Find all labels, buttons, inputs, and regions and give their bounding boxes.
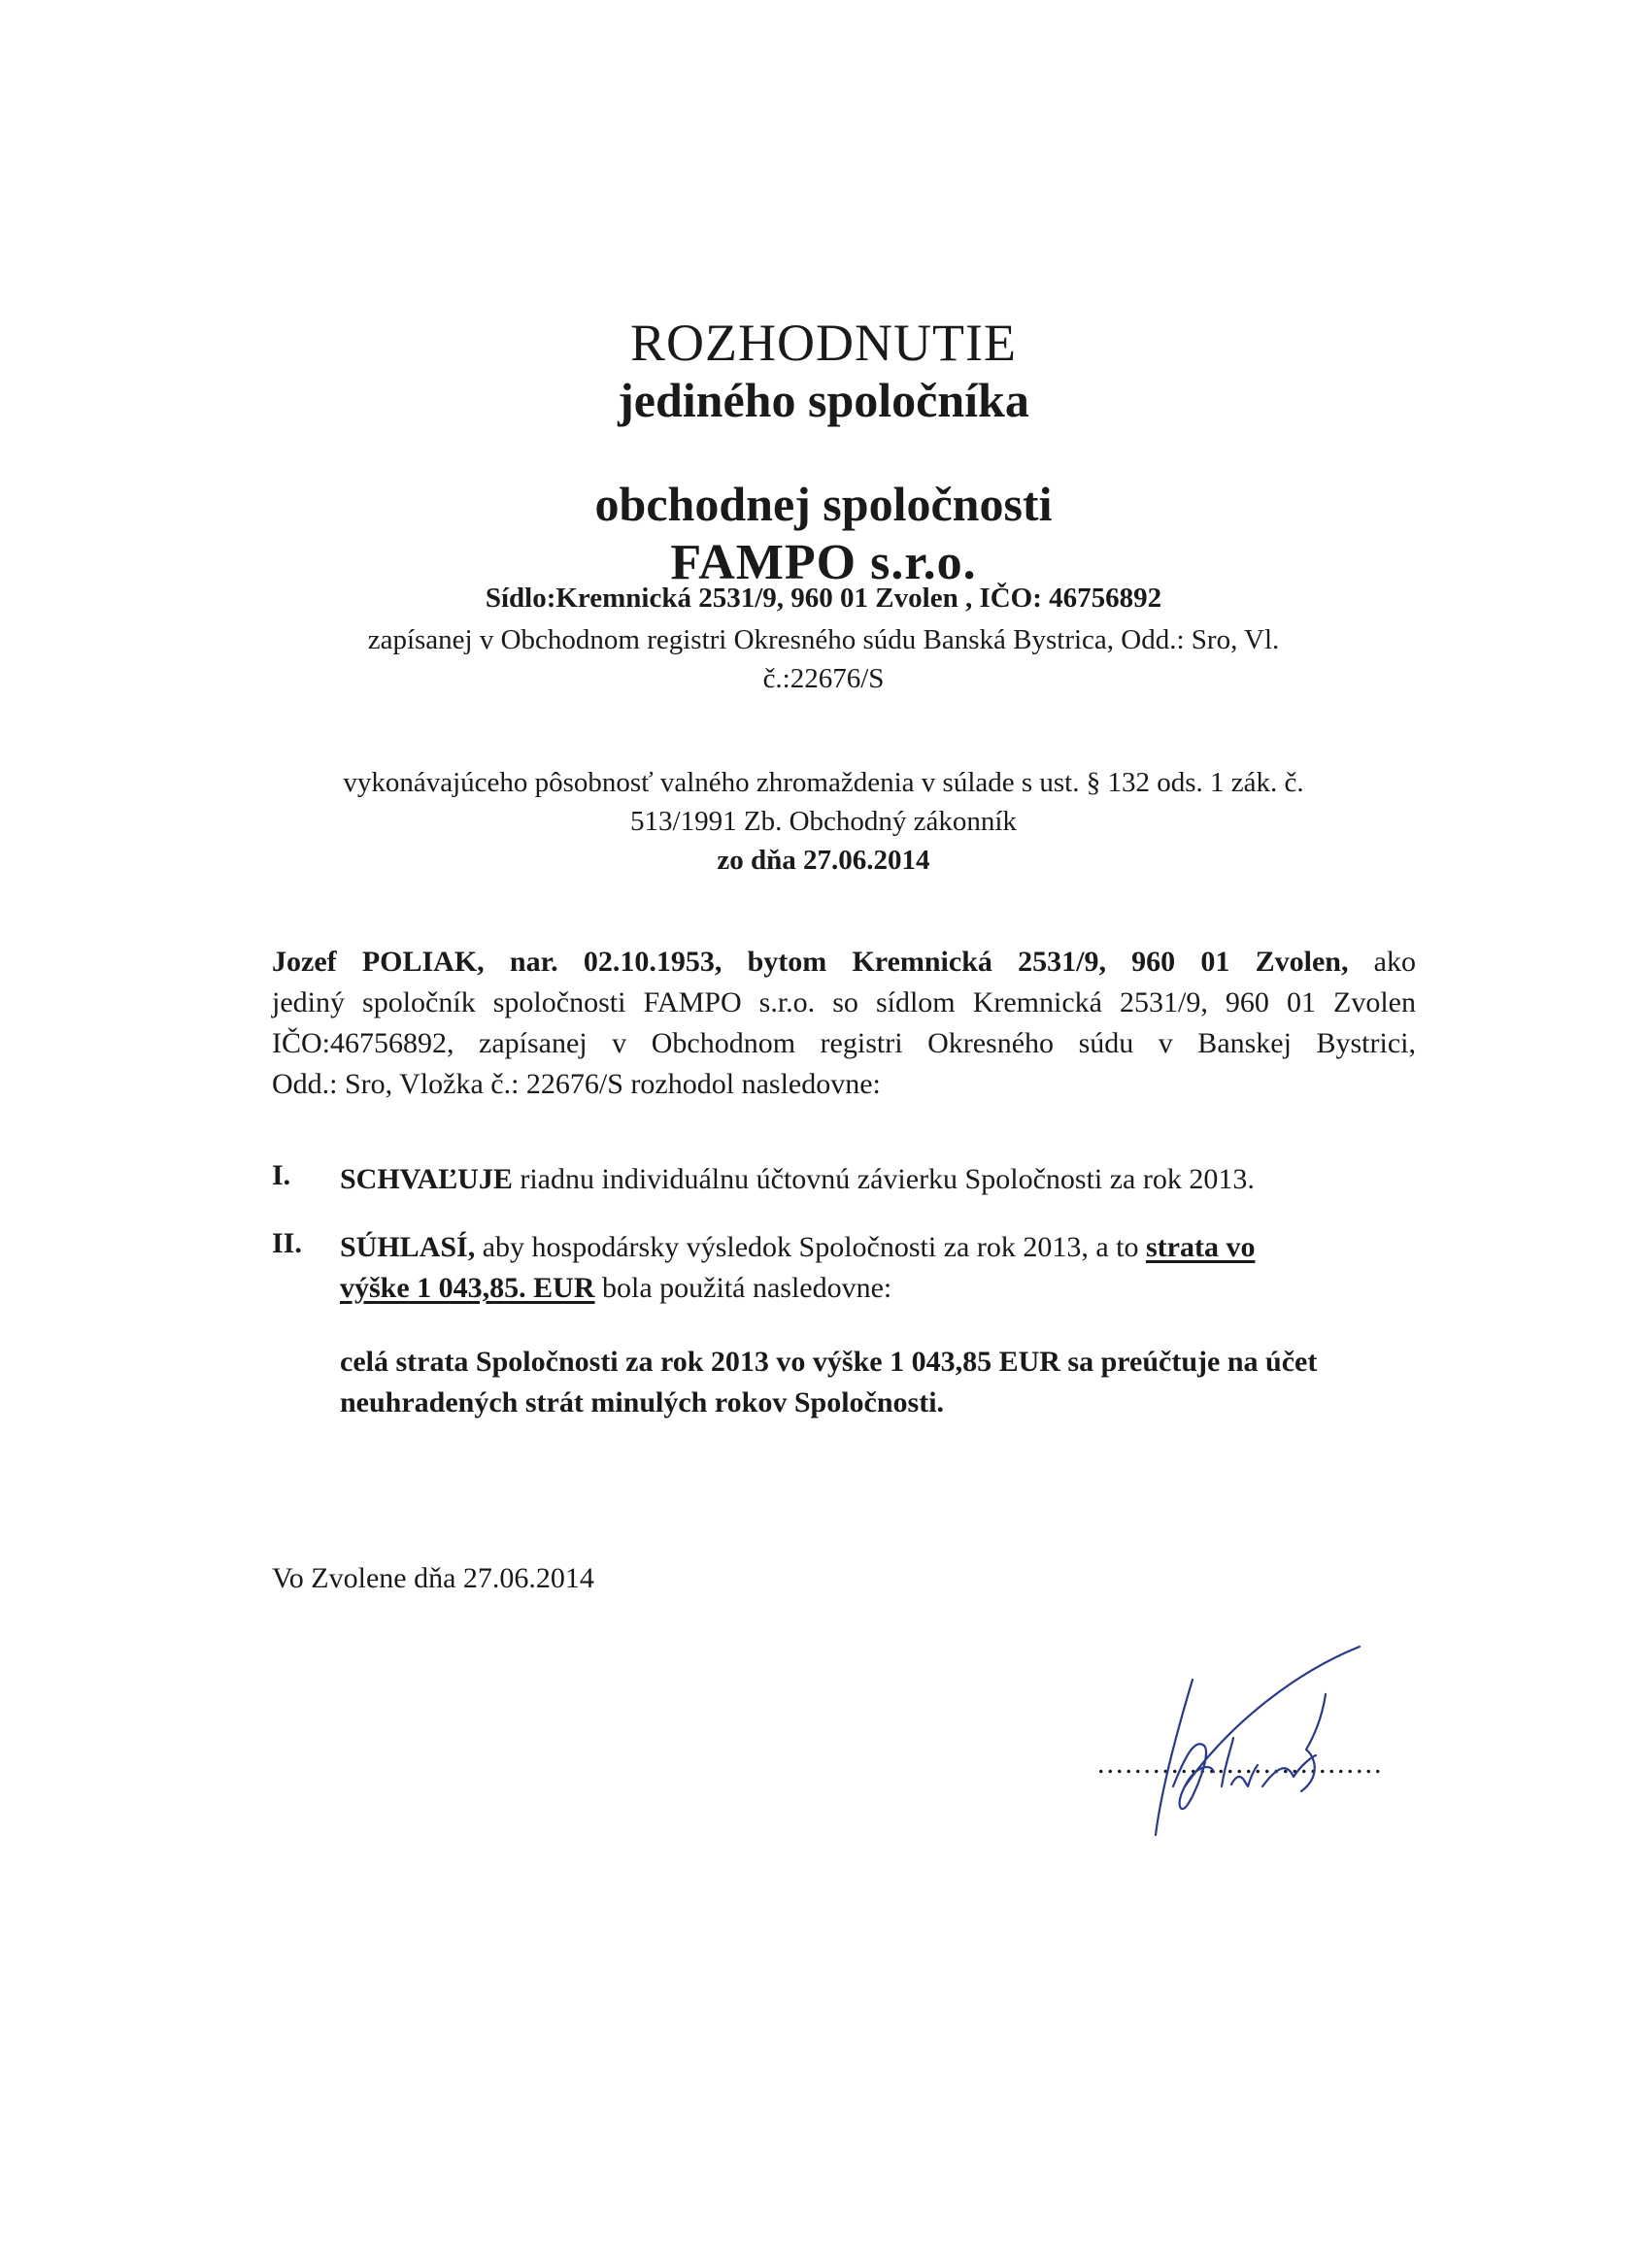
intro-line-1 [272,942,1416,983]
signature-line: ............................... [1097,1748,1384,1780]
decision-1-number: I. [272,1159,291,1191]
signature-stroke-1 [1185,1647,1360,1786]
signature-stroke-5 [1262,1755,1316,1786]
place-and-date: Vo Zvolene dňa 27.06.2014 [272,1562,594,1594]
intro-paragraph [272,942,1416,1105]
decision-2-body-2: bola použitá nasledovne: [594,1272,892,1304]
decision-2-verb: SÚHLASÍ, [340,1231,476,1263]
signature-stroke-6 [1301,1694,1326,1791]
intro-line-3: IČO:46756892, zapísanej v Obchodnom registri Okresného súdu v Banskej Bystrici, [272,1027,1416,1059]
loss-amount-part-1: strata vo [1145,1231,1256,1263]
decision-1-body: riadnu individuálnu účtovnú závierku Spoločnosti za rok 2013. [512,1163,1255,1195]
loss-amount-part-2: výške 1 043,85. EUR [340,1272,595,1304]
decision-2-detail-2: neuhradených strát minulých rokov Spoločnosti. [340,1386,945,1418]
signature-graphic [1117,1641,1389,1845]
register-line-1: zapísanej v Obchodnom registri Okresného súdu Banská Bystrica, Odd.: Sro, Vl. [367,624,1280,655]
decision-date: zo dňa 27.06.2014 [717,845,930,876]
company-intro: obchodnej spoločnosti [594,477,1053,531]
company-seat: Sídlo:Kremnická 2531/9, 960 01 Zvolen , IČO: 46756892 [485,583,1162,614]
register-line-2: č.:22676/S [762,663,885,694]
decision-2-detail-1: celá strata Spoločnosti za rok 2013 vo výške 1 043,85 EUR sa preúčtuje na účet [340,1346,1318,1378]
decision-2-number: II. [272,1227,302,1259]
authority-line-2: 513/1991 Zb. Obchodný zákonník [630,806,1017,837]
shareholder-identity: Jozef POLIAK, nar. 02.10.1953, bytom Kremnická 2531/9, 960 01 Zvolen, [272,946,1349,978]
document-title: ROZHODNUTIE [630,314,1017,372]
intro-line-2: jediný spoločník spoločnosti FAMPO s.r.o. so sídlom Kremnická 2531/9, 960 01 Zvolen [272,986,1416,1018]
document-subtitle: jediného spoločníka [618,373,1029,427]
company-name: FAMPO s.r.o. [670,535,977,590]
decision-2-line-2 [340,1268,891,1309]
intro-line-4: Odd.: Sro, Vložka č.: 22676/S rozhodol nasledovne: [272,1068,881,1100]
signature-stroke-4 [1222,1738,1258,1786]
decision-2-body-1: aby hospodársky výsledok Spoločnosti za rok 2013, a to [475,1231,1146,1263]
decision-1-text [340,1159,1255,1200]
intro-line-1-rest: ako [1348,946,1416,978]
decision-1-verb: SCHVAĽUJE [340,1163,513,1195]
decision-2-line-1 [340,1227,1255,1268]
authority-line-1: vykonávajúceho pôsobnosť valného zhromaždenia v súlade s ust. § 132 ods. 1 zák. č. [343,767,1304,798]
